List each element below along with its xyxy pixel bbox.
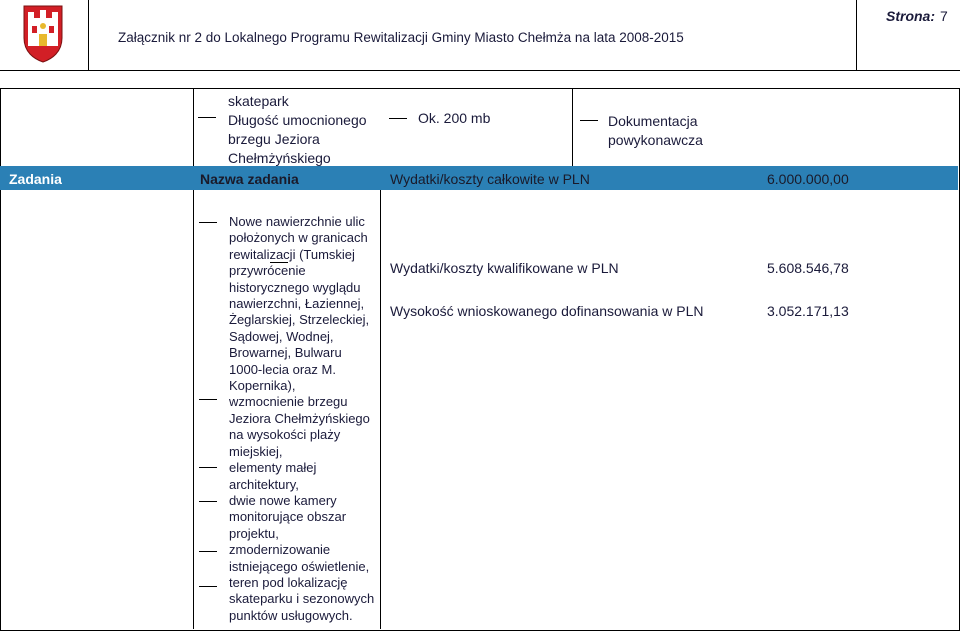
description-line: Żeglarskiej, Strzeleckiej, bbox=[229, 312, 370, 328]
page-number-cell bbox=[856, 0, 960, 70]
task-description bbox=[229, 214, 374, 624]
description-line: projektu, bbox=[229, 525, 279, 541]
description-line: nawierzchni, Łaziennej, bbox=[229, 296, 365, 312]
bullet-dash bbox=[199, 222, 217, 223]
divider bbox=[572, 88, 573, 166]
page-label: Strona: bbox=[886, 8, 935, 24]
description-line: wzmocnienie brzegu bbox=[229, 394, 348, 410]
description-line: punktów usługowych. bbox=[229, 607, 353, 623]
description-line: Sądowej, Wodnej, bbox=[229, 328, 334, 344]
bullet-dash bbox=[199, 501, 217, 502]
description-line: na wysokości plaży bbox=[229, 427, 341, 443]
documentation-text bbox=[608, 112, 703, 150]
column-header-name: Nazwa zadania bbox=[200, 171, 299, 187]
eligible-costs-value: 5.608.546,78 bbox=[767, 260, 849, 276]
bullet-dash bbox=[199, 399, 217, 400]
list-item: brzegu Jeziora bbox=[228, 131, 320, 147]
description-line: Nowe nawierzchnie ulic bbox=[229, 214, 365, 229]
description-line: 1000-lecia oraz M. bbox=[229, 361, 336, 377]
bullet-dash bbox=[199, 551, 217, 552]
description-line: monitorujące obszar bbox=[229, 509, 347, 525]
description-line: Jeziora Chełmżyńskiego bbox=[229, 410, 370, 426]
description-line: Kopernika), bbox=[229, 378, 296, 394]
logo-cell bbox=[0, 0, 89, 70]
list-item: skatepark bbox=[228, 93, 289, 109]
description-line: rewitalizacji (Tumskiej bbox=[229, 246, 355, 262]
coat-of-arms-logo bbox=[22, 4, 64, 64]
description-line: Browarnej, Bulwaru bbox=[229, 345, 342, 361]
description-line: teren pod lokalizację bbox=[229, 574, 348, 590]
divider bbox=[380, 190, 381, 629]
top-items bbox=[228, 92, 367, 168]
description-line: dwie nowe kamery bbox=[229, 492, 337, 508]
bullet-dash bbox=[389, 118, 407, 119]
page-number: 7 bbox=[940, 8, 948, 24]
description-line: przywrócenie bbox=[229, 263, 306, 279]
bullet-dash bbox=[199, 586, 217, 587]
funding-value: 3.052.171,13 bbox=[767, 303, 849, 319]
description-line: historycznego wyglądu bbox=[229, 279, 361, 295]
list-item: Chełmżyńskiego bbox=[228, 150, 331, 166]
description-line: położonych w granicach bbox=[229, 230, 368, 246]
bullet-dash bbox=[580, 120, 598, 121]
description-line: architektury, bbox=[229, 476, 299, 492]
document-title: Załącznik nr 2 do Lokalnego Programu Rewitalizacji Gminy Miasto Chełmża na lata 2008-2015 bbox=[118, 30, 684, 45]
total-costs-label: Wydatki/koszty całkowite w PLN bbox=[390, 171, 590, 187]
list-item: Dokumentacja bbox=[608, 113, 698, 129]
total-costs-value: 6.000.000,00 bbox=[767, 171, 849, 187]
description-line: miejskiej, bbox=[229, 443, 283, 459]
list-item: Długość umocnionego bbox=[228, 112, 367, 128]
divider bbox=[193, 190, 194, 629]
page-header bbox=[0, 0, 960, 71]
eligible-costs-label: Wydatki/koszty kwalifikowane w PLN bbox=[390, 260, 619, 276]
description-line: istniejącego oświetlenie, bbox=[229, 558, 370, 574]
bullet-dash bbox=[198, 117, 216, 118]
bullet-dash bbox=[199, 467, 217, 468]
divider bbox=[193, 88, 194, 166]
column-header-tasks: Zadania bbox=[9, 171, 62, 187]
description-line: zmodernizowanie bbox=[229, 542, 331, 558]
funding-label: Wysokość wnioskowanego dofinansowania w PLN bbox=[390, 303, 704, 319]
title-cell bbox=[88, 0, 857, 70]
list-item: powykonawcza bbox=[608, 132, 703, 148]
description-line: elementy małej bbox=[229, 460, 317, 476]
measure-text: Ok. 200 mb bbox=[418, 110, 491, 126]
description-line: skateparku i sezonowych bbox=[229, 591, 375, 607]
